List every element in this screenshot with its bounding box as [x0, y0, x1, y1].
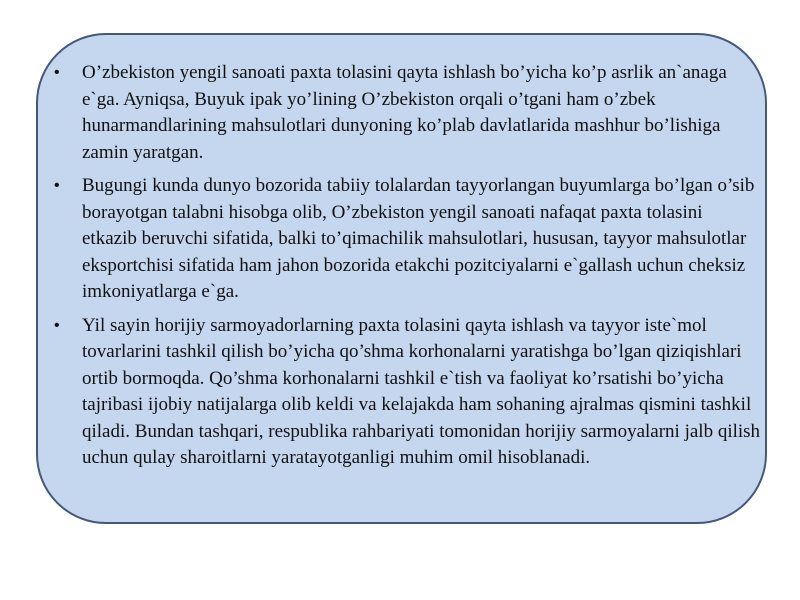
bullet-text: Yil sayin horijiy sarmoyadorlarning paxta tolasini qayta ishlash va tayyor iste`mol tovarlarini tashkil qilish bo’yicha qo’shma korhonalarni yaratishga bo’lgan qiziqishlari ortib bormoqda. Qo’shma korhonalarni tashkil e`tish va faoliyat ko’rsatishi bo’yicha tajribasi ijobiy natijalarga olib keldi va kelajakda ham sohaning ajralmas qismini tashkil qiladi. Bundan tashqari, respublika rahbariyati tomonidan horijiy sarmoyalarni jalb qilish uchun qulay sharoitlarni yaratayotganligi muhim omil hisoblanadi.: [82, 314, 761, 468]
bullet-text: Bugungi kunda dunyo bozorida tabiiy tolalardan tayyorlangan buyumlarga bo’lgan o’sib borayotgan talabni hisobga olib, O’zbekiston yengil sanoati nafaqat paxta tolasini etkazib beruvchi sifatida, balki to’qimachilik mahsulotlari, hususan, tayyor mahsulotlar eksportchisi sifatida ham jahon bozorida etakchi pozitciyalarni e`gallash uchun cheksiz imkoniyatlarga e`ga.: [82, 175, 755, 302]
bullet-item-2: [52, 173, 762, 306]
bullet-list: [52, 60, 762, 479]
bullet-icon: •: [54, 64, 60, 81]
bullet-text: O’zbekiston yengil sanoati paxta tolasini qayta ishlash bo’yicha ko’p asrlik an`anaga e`ga. Ayniqsa, Buyuk ipak yo’lining O’zbekiston orqali o’tgani ham o’zbek hunarmandlarining mahsulotlari dunyoning ko’plab davlatlarida mashhur bo’lishiga zamin yaratgan.: [82, 62, 727, 163]
bullet-icon: •: [54, 177, 60, 194]
bullet-icon: •: [54, 316, 60, 334]
bullet-item-1: [52, 60, 762, 166]
bullet-item-3: [52, 313, 762, 472]
